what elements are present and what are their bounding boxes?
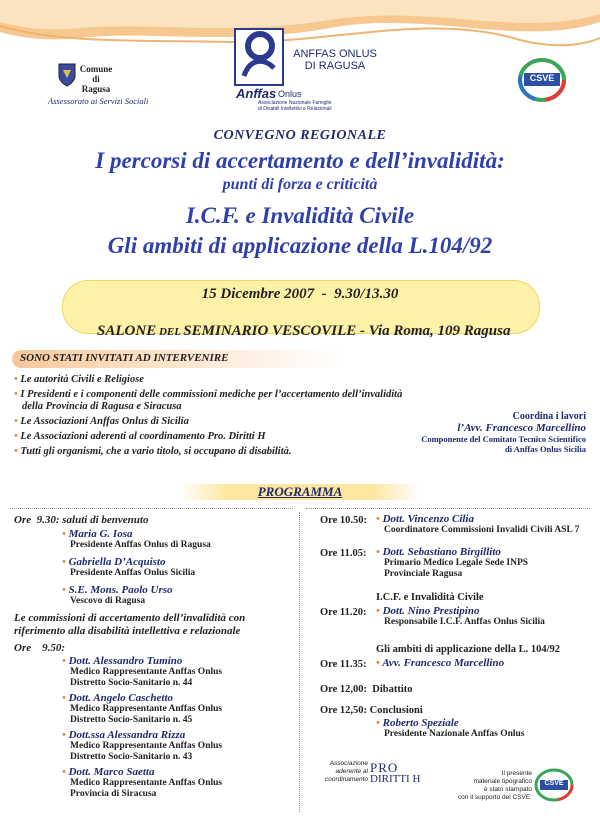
title-line4: Gli ambiti di applicazione della L.104/92	[107, 233, 493, 258]
bullet-icon: •	[14, 446, 21, 457]
anffas-tagline2: di Disabili Intellettivi e Relazionali	[258, 106, 332, 112]
list-item: della Provincia di Ragusa e Siracusa	[22, 401, 182, 412]
right-topic-icf: I.C.F. e Invalidità Civile	[376, 592, 484, 603]
speaker-cilia: • Dott. Vincenzo Cilia Coordinatore Commissioni Invalidi Civili ASL 7	[376, 513, 580, 535]
bullet-icon: •	[14, 389, 21, 400]
bullet-icon: •	[376, 717, 383, 729]
left-time-1: Ore 9.30: saluti di benvenuto	[14, 514, 149, 526]
divider	[306, 508, 590, 509]
bullet-icon: •	[62, 692, 69, 704]
list-item: • I Presidenti e i componenti delle commissioni mediche per l’accertamento dell’invalidità	[14, 389, 403, 400]
bullet-icon: •	[376, 513, 383, 525]
right-time-1: Ore 10.50:	[320, 515, 368, 526]
speaker-prestipino: • Dott. Nino Prestipino Responsabile I.C.F. Anffas Onlus Sicilia	[376, 605, 545, 627]
bullet-icon: •	[62, 729, 69, 741]
bullet-icon: •	[62, 528, 69, 540]
speaker-speziale: • Roberto Speziale Presidente Nazionale Anffas Onlus	[376, 717, 525, 739]
comune-line3: Ragusa	[81, 84, 111, 94]
speaker-saetta: • Dott. Marco Saetta Medico Rappresentante Anffas Onlus Provincia di Siracusa	[62, 766, 223, 799]
title-line2: punti di forza e criticità	[222, 176, 378, 193]
right-time-2: Ore 11.05:	[320, 548, 367, 559]
bullet-icon: •	[14, 431, 21, 442]
csve-label: CSVE	[529, 73, 555, 83]
left-topic: Le commissioni di accertamento dell’invalidità con riferimento alla disabilità intellettiva e relazionale	[14, 612, 246, 637]
venue-b: DEL	[156, 326, 184, 338]
comune-line1: Comune	[79, 64, 113, 74]
anffas-logo-onlus: Onlus	[278, 89, 302, 99]
csve-footer-label: CSVE	[544, 780, 564, 787]
coat-of-arms-icon	[56, 62, 78, 88]
event-date-time: 15 Dicembre 2007 - 9.30/13.30	[201, 286, 399, 302]
column-divider	[299, 512, 300, 812]
title-line1: I percorsi di accertamento e dell’invalidità:	[95, 148, 505, 173]
bullet-icon: •	[14, 374, 21, 385]
kicker: CONVEGNO REGIONALE	[213, 128, 387, 143]
coord-role2: di Anffas Onlus Sicilia	[504, 444, 586, 454]
coordinator-block	[400, 411, 586, 454]
speaker-tumino: • Dott. Alessandro Tumino Medico Rappresentante Anffas Onlus Distretto Socio-Sanitario n. 44	[62, 655, 223, 688]
bullet-icon: •	[62, 556, 69, 568]
right-time-6: Ore 12,50: Conclusioni	[320, 705, 423, 716]
anffas-logo-word: Anffas	[236, 86, 277, 101]
list-item: • Le autorità Civili e Religiose	[14, 374, 144, 385]
bullet-icon: •	[376, 605, 383, 617]
left-time-2: Ore 9.50:	[14, 642, 66, 654]
print-note: Il presente materiale tipografico è stato stampato con il supporto del CSVE:	[457, 770, 532, 801]
right-time-5: Ore 12,00: Dibattito	[320, 684, 413, 695]
speaker-iosa: • Maria G. Iosa Presidente Anffas Onlus di Ragusa	[62, 528, 211, 550]
coord-role1: Componente del Comitato Tecnico Scientifico	[421, 434, 586, 444]
right-topic-law: Gli ambiti di applicazione della L. 104/92	[376, 644, 561, 655]
list-item: • Tutti gli organismi, che a vario titolo, si occupano di disabilità.	[14, 446, 292, 457]
speaker-dacquisto: • Gabriella D’Acquisto Presidente Anffas Onlus Sicilia	[62, 556, 196, 578]
bullet-icon: •	[376, 546, 383, 558]
right-time-4: Ore 11.35:	[320, 659, 367, 670]
speaker-marcellino: • Avv. Francesco Marcellino	[376, 657, 505, 669]
pro-label: PRO	[370, 760, 399, 775]
assessorato-label: Assessorato ai Servizi Sociali	[48, 96, 149, 106]
speaker-urso: • S.E. Mons. Paolo Urso Vescovo di Ragusa	[62, 584, 173, 606]
coord-label: Coordina i lavori	[512, 411, 586, 422]
divider	[10, 508, 293, 509]
right-time-3: Ore 11.20:	[320, 607, 367, 618]
bullet-icon: •	[14, 416, 21, 427]
coord-name: l’Avv. Francesco Marcellino	[457, 422, 586, 434]
speaker-rizza: • Dott.ssa Alessandra Rizza Medico Rappresentante Anffas Onlus Distretto Socio-Sanitario n. 43	[62, 729, 223, 762]
bullet-icon: •	[62, 584, 69, 596]
csve-logo	[518, 58, 566, 102]
speaker-birgillito: • Dott. Sebastiano Birgillito Primario Medico Legale Sede INPS Provinciale Ragusa	[376, 546, 529, 579]
list-item: • Le Associazioni aderenti al coordinamento Pro. Diritti H	[14, 431, 266, 442]
bullet-icon: •	[62, 655, 69, 667]
venue-c: SEMINARIO VESCOVILE - Via Roma, 109 Ragusa	[183, 323, 511, 339]
title-line3: I.C.F. e Invalidità Civile	[185, 203, 415, 228]
invited-heading: SONO STATI INVITATI AD INTERVENIRE	[20, 352, 229, 364]
anffas-tagline1: Associazione Nazionale Famiglie	[258, 100, 332, 106]
anffas-logo	[232, 28, 392, 118]
anffas-title-line1: ANFFAS ONLUS	[293, 48, 377, 60]
anffas-title-line2: DI RAGUSA	[304, 60, 366, 72]
list-item: • Le Associazioni Anffas Onlus di Sicilia	[14, 416, 189, 427]
csve-footer-logo	[534, 768, 584, 802]
comune-line2: di	[92, 74, 100, 84]
comune-logo	[50, 58, 160, 108]
assoc-label: Associazione aderente al coordinamento	[325, 760, 368, 783]
diritti-label: DIRITTI H	[370, 773, 421, 785]
venue-a: SALONE	[97, 323, 157, 339]
bullet-icon: •	[62, 766, 69, 778]
anffas-emblem-icon	[234, 28, 284, 86]
programma-heading: PROGRAMMA	[257, 484, 343, 499]
pro-diritti-logo	[368, 760, 438, 790]
bullet-icon: •	[376, 657, 383, 669]
event-venue	[0, 306, 600, 340]
speaker-caschetto: • Dott. Angelo Caschetto Medico Rappresentante Anffas Onlus Distretto Socio-Sanitario n. 45	[62, 692, 223, 725]
